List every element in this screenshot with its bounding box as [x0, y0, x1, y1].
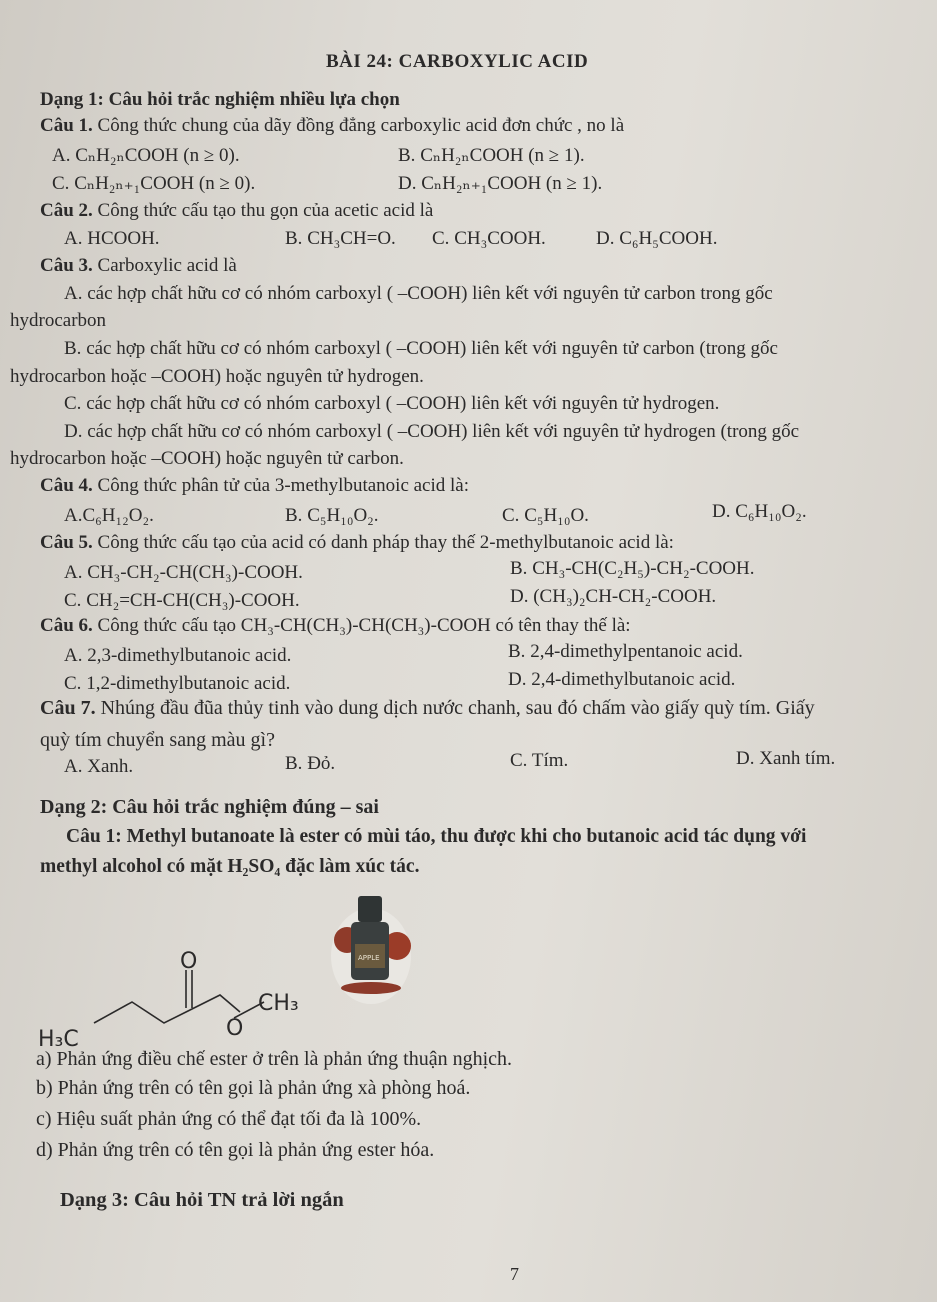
q3-option-a: A. các hợp chất hữu cơ có nhóm carboxyl ( –COOH) liên kết với nguyên tử carbon trong gốc	[64, 283, 773, 304]
q3-option-d-cont: hydrocarbon hoặc –COOH) hoặc nguyên tử carbon.	[10, 448, 404, 469]
q3-option-d: D. các hợp chất hữu cơ có nhóm carboxyl ( –COOH) liên kết với nguyên tử hydrogen (trong gốc	[64, 421, 800, 442]
question-label: Câu 2.	[40, 200, 93, 221]
q2-option-b: B. CH₃CH=O.	[285, 228, 396, 249]
q6-option-d: D. 2,4-dimethylbutanoic acid.	[508, 669, 736, 690]
q3-option-c: C. các hợp chất hữu cơ có nhóm carboxyl ( –COOH) liên kết với nguyên tử hydrogen.	[64, 393, 720, 414]
q7-option-a: A. Xanh.	[64, 756, 134, 777]
question-label: Câu 6.	[40, 615, 93, 636]
question-label: Câu 4.	[40, 475, 93, 496]
question-5	[40, 531, 674, 555]
question-label: Câu 5.	[40, 532, 93, 553]
q5-option-b: B. CH₃-CH(C₂H₅)-CH₂-COOH.	[510, 558, 755, 579]
q1-option-d: D. CₙH₂ₙ₊₁COOH (n ≥ 1).	[398, 173, 603, 194]
question-1	[40, 114, 624, 138]
q1-option-b: B. CₙH₂ₙCOOH (n ≥ 1).	[398, 145, 585, 166]
methyl-group: CH₃	[258, 991, 299, 1016]
section-2-heading: Dạng 2: Câu hỏi trắc nghiệm đúng – sai	[40, 796, 379, 818]
question-text: Công thức chung của dãy đồng đẳng carboxylic acid đơn chức , no là	[97, 115, 625, 136]
page-title: BÀI 24: CARBOXYLIC ACID	[326, 51, 589, 72]
q4-option-d: D. C₆H₁₀O₂.	[712, 501, 807, 522]
q6-option-c: C. 1,2-dimethylbutanoic acid.	[64, 673, 291, 694]
q2-option-c: C. CH₃COOH.	[432, 228, 546, 249]
question-text: Công thức cấu tạo thu gọn của acetic acid là	[97, 200, 434, 221]
question-7-cont: quỳ tím chuyển sang màu gì?	[40, 729, 275, 751]
question-label: Câu 1:	[66, 826, 122, 847]
section-1-heading: Dạng 1: Câu hỏi trắc nghiệm nhiều lựa chọn	[40, 89, 400, 110]
question-text: Nhúng đầu đũa thủy tinh vào dung dịch nước chanh, sau đó chấm vào giấy quỳ tím. Giấy	[100, 697, 815, 719]
q1-option-a: A. CₙH₂ₙCOOH (n ≥ 0).	[52, 145, 240, 166]
question-6	[40, 614, 631, 638]
question-text: Methyl butanoate là ester có mùi táo, thu được khi cho butanoic acid tác dụng với	[126, 826, 807, 847]
q7-option-b: B. Đỏ.	[285, 753, 336, 774]
q5-option-a: A. CH₃-CH₂-CH(CH₃)-COOH.	[64, 562, 303, 583]
skeleton-bonds	[94, 995, 240, 1023]
ester-oxygen: O	[226, 1016, 244, 1041]
q3-option-b-cont: hydrocarbon hoặc –COOH) hoặc nguyên tử hydrogen.	[10, 366, 424, 387]
question-text: Công thức cấu tạo CH₃-CH(CH₃)-CH(CH₃)-COOH có tên thay thế là:	[97, 615, 631, 636]
q4-option-a: A.C₆H₁₂O₂.	[64, 505, 154, 526]
carbonyl-oxygen: O	[180, 949, 198, 974]
q7-option-d: D. Xanh tím.	[736, 748, 836, 769]
q3-option-b: B. các hợp chất hữu cơ có nhóm carboxyl ( –COOH) liên kết với nguyên tử carbon (trong gốc	[64, 338, 778, 359]
bottle-label-text: APPLE	[358, 954, 380, 962]
question-text: Công thức phân tử của 3-methylbutanoic acid là:	[97, 475, 470, 496]
question-label: Câu 3.	[40, 255, 93, 276]
tf-statement-b: b) Phản ứng trên có tên gọi là phản ứng xà phòng hoá.	[36, 1077, 471, 1099]
q1-option-c: C. CₙH₂ₙ₊₁COOH (n ≥ 0).	[52, 173, 256, 194]
bottle-cap	[358, 896, 382, 922]
question-text: Công thức cấu tạo của acid có danh pháp thay thế 2-methylbutanoic acid là:	[97, 532, 674, 553]
tf-statement-a: a) Phản ứng điều chế ester ở trên là phản ứng thuận nghịch.	[36, 1048, 513, 1070]
methyl-butanoate-structure	[28, 940, 328, 1055]
question-label: Câu 1.	[40, 115, 93, 136]
question-4	[40, 474, 469, 498]
question-3	[40, 254, 237, 278]
q5-option-c: C. CH₂=CH-CH(CH₃)-COOH.	[64, 590, 300, 611]
question-7	[40, 696, 815, 720]
q2-option-a: A. HCOOH.	[64, 228, 160, 249]
tf-question-1-cont: methyl alcohol có mặt H₂SO₄ đặc làm xúc tác.	[40, 856, 420, 877]
q2-option-d: D. C₆H₅COOH.	[596, 228, 718, 249]
apple-essence-bottle-image	[325, 888, 415, 1013]
q3-option-a-cont: hydrocarbon	[10, 310, 107, 331]
apple-bottom	[341, 982, 401, 994]
terminal-methyl: H₃C	[38, 1027, 79, 1052]
page-number: 7	[510, 1264, 519, 1284]
question-2	[40, 199, 433, 223]
q4-option-b: B. C₅H₁₀O₂.	[285, 505, 379, 526]
q5-option-d: D. (CH₃)₂CH-CH₂-COOH.	[510, 586, 717, 607]
q7-option-c: C. Tím.	[510, 750, 569, 771]
q6-option-b: B. 2,4-dimethylpentanoic acid.	[508, 641, 743, 662]
question-label: Câu 7.	[40, 697, 96, 719]
tf-statement-c: c) Hiệu suất phản ứng có thể đạt tối đa là 100%.	[36, 1108, 422, 1130]
tf-question-1	[66, 825, 806, 849]
q4-option-c: C. C₅H₁₀O.	[502, 505, 589, 526]
question-text: Carboxylic acid là	[97, 255, 237, 276]
section-3-heading: Dạng 3: Câu hỏi TN trả lời ngắn	[60, 1189, 344, 1211]
q6-option-a: A. 2,3-dimethylbutanoic acid.	[64, 645, 292, 666]
tf-statement-d: d) Phản ứng trên có tên gọi là phản ứng ester hóa.	[36, 1139, 435, 1161]
